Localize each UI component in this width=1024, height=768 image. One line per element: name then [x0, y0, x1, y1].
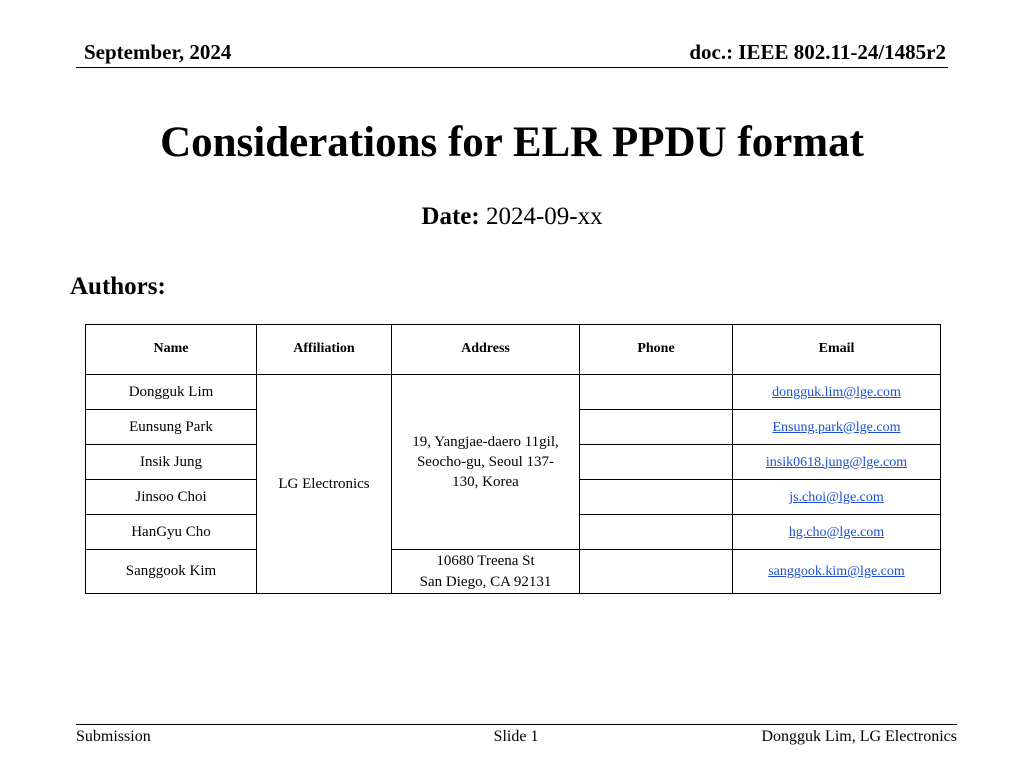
author-name: Insik Jung	[86, 445, 257, 480]
column-header-name: Name	[86, 325, 257, 375]
table-row	[86, 375, 941, 410]
slide-title: Considerations for ELR PPDU format	[160, 119, 864, 166]
address-cell-san-diego	[392, 550, 580, 594]
author-phone	[580, 515, 733, 550]
table-row	[86, 550, 941, 594]
column-header-email: Email	[733, 325, 941, 375]
column-header-affiliation: Affiliation	[257, 325, 392, 375]
footer-submission: Submission	[76, 728, 151, 745]
author-email-cell	[733, 550, 941, 594]
author-email-link[interactable]: hg.cho@lge.com	[788, 524, 885, 540]
address-line: 130, Korea	[452, 474, 519, 491]
address-line: San Diego, CA 92131	[419, 573, 552, 590]
author-email-cell	[733, 515, 941, 550]
footer-slide-number: Slide 1	[493, 728, 539, 745]
author-email-link[interactable]: Ensung.park@lge.com	[772, 419, 901, 435]
author-name: Jinsoo Choi	[86, 480, 257, 515]
author-phone	[580, 410, 733, 445]
header-doc-id: doc.: IEEE 802.11-24/1485r2	[689, 40, 946, 64]
address-cell	[392, 375, 580, 550]
authors-heading: Authors:	[70, 273, 166, 300]
author-name: Eunsung Park	[86, 410, 257, 445]
table-header-row	[86, 325, 941, 375]
author-email-cell	[733, 445, 941, 480]
author-phone	[580, 445, 733, 480]
author-email-link[interactable]: dongguk.lim@lge.com	[772, 384, 901, 400]
author-email-cell	[733, 480, 941, 515]
author-name: Dongguk Lim	[86, 375, 257, 410]
author-email-cell	[733, 375, 941, 410]
author-email-cell	[733, 410, 941, 445]
authors-table	[85, 324, 941, 594]
column-header-phone: Phone	[580, 325, 733, 375]
author-email-link[interactable]: insik0618.jung@lge.com	[765, 454, 908, 470]
header-rule	[76, 67, 948, 68]
column-header-address: Address	[392, 325, 580, 375]
author-email-link[interactable]: js.choi@lge.com	[789, 489, 884, 505]
author-name: HanGyu Cho	[86, 515, 257, 550]
author-phone	[580, 480, 733, 515]
footer-author: Dongguk Lim, LG Electronics	[761, 728, 957, 745]
date-value: 2024-09-xx	[485, 203, 603, 230]
footer-rule	[76, 724, 957, 725]
address-line: Seocho-gu, Seoul 137-	[416, 453, 555, 470]
author-name: Sanggook Kim	[86, 550, 257, 594]
date-label: Date:	[421, 203, 480, 230]
address-line: 10680 Treena St	[436, 553, 535, 570]
header-date: September, 2024	[84, 40, 232, 64]
author-email-link[interactable]: sanggook.kim@lge.com	[768, 564, 905, 580]
author-phone	[580, 550, 733, 594]
affiliation-cell: LG Electronics	[257, 375, 392, 594]
date-line	[0, 203, 1024, 231]
address-line: 19, Yangjae-daero 11gil,	[412, 433, 559, 450]
author-phone	[580, 375, 733, 410]
